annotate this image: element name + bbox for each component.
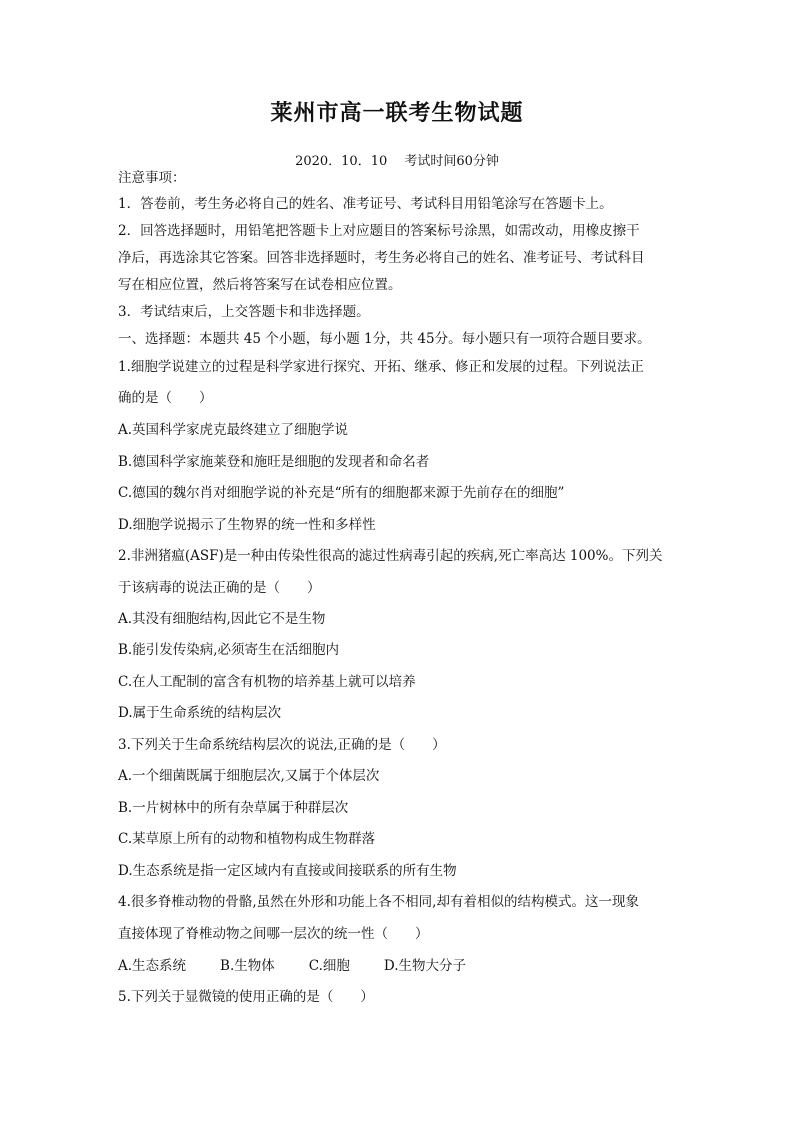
question-stem: 4.很多脊椎动物的骨骼,虽然在外形和功能上各不相同,却有着相似的结构模式。这一现象	[118, 894, 639, 910]
answer-option: A.生态系统	[118, 958, 187, 974]
exam-date-time: 2020．10．10 考试时间60分钟	[295, 154, 499, 169]
note-line: 写在相应位置，然后将答案写在试卷相应位置。	[118, 277, 402, 293]
question-stem: 于该病毒的说法正确的是（ ）	[118, 580, 321, 596]
answer-option: B.一片树林中的所有杂草属于种群层次	[118, 800, 349, 816]
answer-option: B.德国科学家施莱登和施旺是细胞的发现者和命名者	[118, 454, 430, 470]
notes-heading: 注意事项：	[118, 170, 186, 186]
question-stem: 直接体现了脊椎动物之间哪一层次的统一性（ ）	[118, 926, 429, 942]
note-line: 2．回答选择题时，用铅笔把答题卡上对应题目的答案标号涂黑，如需改动，用橡皮擦干	[118, 223, 640, 239]
note-line: 3．考试结束后，上交答题卡和非选择题。	[118, 304, 370, 320]
answer-option: A.英国科学家虎克最终建立了细胞学说	[118, 422, 349, 438]
answer-option: C.某草原上所有的动物和植物构成生物群落	[118, 831, 376, 847]
question-stem: 1.细胞学说建立的过程是科学家进行探究、开拓、继承、修正和发展的过程。下列说法正	[118, 359, 644, 375]
note-line: 1．答卷前，考生务必将自己的姓名、准考证号、考试科目用铅笔涂写在答题卡上。	[118, 196, 613, 212]
question-stem: 确的是（ ）	[118, 390, 213, 406]
note-line: 净后，再选涂其它答案。回答非选择题时，考生务必将自己的姓名、准考证号、考试科目	[118, 250, 645, 266]
section-heading: 一、选择题：本题共 45 个小题，每小题 1分，共 45分。每小题只有一项符合题目要求。	[118, 331, 651, 347]
question-stem: 3.下列关于生命系统结构层次的说法,正确的是（ ）	[118, 737, 446, 753]
answer-option: D.生态系统是指一定区域内有直接或间接联系的所有生物	[118, 863, 457, 879]
answer-option: D.生物大分子	[383, 958, 467, 974]
answer-option: C.在人工配制的富含有机物的培养基上就可以培养	[118, 674, 416, 690]
question-stem: 5.下列关于显微镜的使用正确的是（ ）	[118, 989, 374, 1005]
answer-option: A.一个细菌既属于细胞层次,又属于个体层次	[118, 768, 380, 784]
answer-option: C.细胞	[308, 958, 350, 974]
answer-option: D.属于生命系统的结构层次	[118, 705, 282, 721]
answer-options-row	[118, 956, 678, 976]
answer-option: A.其没有细胞结构,因此它不是生物	[118, 611, 326, 627]
answer-option: B.能引发传染病,必须寄生在活细胞内	[118, 642, 340, 658]
answer-option: D.细胞学说揭示了生物界的统一性和多样性	[118, 517, 376, 533]
answer-option: B.生物体	[220, 958, 275, 974]
answer-option: C.德国的魏尔肖对细胞学说的补充是“所有的细胞都来源于先前存在的细胞”	[118, 485, 565, 501]
exam-title: 莱州市高一联考生物试题	[270, 100, 524, 126]
question-stem: 2.非洲猪瘟(ASF)是一种由传染性很高的滤过性病毒引起的疾病,死亡率高达 100%。下列关	[118, 548, 663, 564]
